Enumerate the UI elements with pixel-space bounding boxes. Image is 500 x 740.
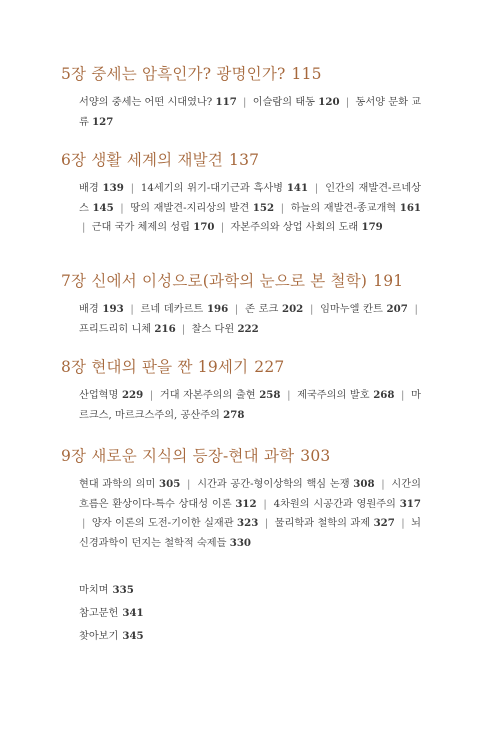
section-page-number: 145 (92, 201, 114, 214)
section-page-number: 196 (206, 303, 229, 315)
section-title: 하늘의 재발견-종교개혁 (290, 202, 397, 214)
chapter-title-text: 7장 신에서 이성으로(과학의 눈으로 본 철학) (61, 272, 368, 290)
section-title: 프리드리히 니체 (79, 323, 152, 335)
section-separator: | (130, 183, 135, 194)
section-page-number: 207 (386, 303, 408, 315)
section-separator: | (401, 390, 405, 401)
chapter-page-number: 137 (229, 151, 260, 169)
section-separator: | (280, 202, 285, 214)
section-separator: | (345, 97, 350, 108)
chapter-title (61, 446, 421, 466)
section-separator: | (263, 498, 267, 510)
section-title: 동서양 문화 교류 (79, 97, 422, 128)
section-page-number: 312 (235, 497, 257, 510)
chapter-title (61, 64, 421, 84)
section-list (79, 179, 421, 238)
chapter-title-text: 6장 생활 세계의 재발견 (61, 151, 224, 169)
section-separator: | (287, 390, 291, 401)
end-item-index: 찾아보기 345 (79, 630, 144, 642)
section-title: 땅의 재발견-지리상의 발견 (130, 202, 250, 214)
section-page-number: 216 (154, 322, 176, 335)
section-page-number: 278 (223, 408, 245, 421)
section-title: 제국주의의 발호 (297, 390, 370, 401)
section-separator: | (130, 304, 134, 315)
section-title: 배경 (79, 183, 99, 194)
section-separator: | (181, 323, 186, 335)
section-list (79, 93, 421, 132)
chapter-title (61, 150, 421, 170)
section-page-number: 152 (252, 201, 275, 214)
section-title: 양자 이론의 도전-기이한 실재관 (91, 518, 234, 529)
section-separator: | (309, 304, 314, 315)
section-page-number: 268 (373, 389, 395, 401)
section-page-number: 139 (102, 182, 124, 194)
section-separator: | (120, 202, 124, 214)
section-title: 거대 자본주의의 출현 (159, 390, 256, 401)
section-separator: | (381, 479, 385, 490)
section-title: 인간의 재발견-르네상스 (79, 183, 422, 214)
section-title: 14세기의 위기-대기근과 흑사병 (140, 183, 283, 194)
section-title: 이슬람의 태동 (252, 97, 316, 108)
section-page-number: 117 (215, 96, 237, 108)
section-page-number: 127 (92, 115, 114, 128)
section-page-number: 229 (121, 389, 144, 401)
section-list (79, 300, 421, 339)
chapter-9 (61, 446, 421, 553)
section-title: 임마누엘 칸트 (320, 304, 383, 315)
section-page-number: 317 (399, 497, 421, 510)
section-separator: | (82, 222, 86, 233)
section-separator: | (414, 304, 418, 315)
end-item-references: 참고문헌 341 (79, 607, 144, 619)
section-page-number: 258 (259, 389, 281, 401)
section-separator: | (314, 183, 319, 194)
chapter-page-number: 303 (300, 447, 331, 465)
section-title: 시간과 공간-형이상학의 핵심 논쟁 (197, 479, 350, 490)
section-page-number: 170 (193, 221, 215, 233)
section-page-number: 179 (361, 221, 383, 233)
chapter-title (61, 271, 421, 291)
section-separator: | (149, 390, 154, 401)
section-title: 시간의 흐름은 환상이다-특수 상대성 이론 (79, 479, 421, 510)
section-separator: | (234, 304, 239, 315)
section-title: 찰스 다윈 (191, 323, 235, 335)
section-page-number: 327 (373, 517, 395, 529)
section-list (79, 386, 421, 425)
section-page-number: 120 (318, 96, 340, 108)
section-page-number: 323 (237, 517, 259, 529)
section-title: 산업혁명 (79, 390, 119, 401)
chapter-6 (61, 150, 421, 238)
section-separator: | (264, 518, 269, 529)
chapter-title (61, 357, 421, 377)
section-title: 배경 (79, 304, 99, 315)
section-title: 자본주의와 상업 사회의 도래 (230, 222, 359, 233)
chapter-page-number: 115 (291, 65, 322, 83)
section-separator: | (220, 222, 225, 233)
section-title: 근대 국가 체제의 성립 (91, 222, 190, 233)
section-separator: | (401, 518, 405, 529)
chapter-7 (61, 271, 421, 339)
section-title: 4차원의 시공간과 영원주의 (273, 498, 396, 510)
section-separator: | (243, 97, 247, 108)
section-page-number: 330 (229, 536, 252, 549)
section-page-number: 141 (286, 182, 309, 194)
section-title: 마르크스, 마르크스주의, 공산주의 (79, 390, 421, 421)
section-page-number: 305 (159, 478, 181, 490)
chapter-page-number: 227 (254, 358, 285, 376)
section-separator: | (187, 479, 191, 490)
chapter-title-text: 9장 새로운 지식의 등장-현대 과학 (61, 447, 295, 465)
chapter-8 (61, 357, 421, 425)
chapter-page-number: 191 (373, 272, 404, 290)
section-page-number: 161 (399, 201, 421, 214)
section-page-number: 222 (237, 322, 259, 335)
section-page-number: 202 (281, 303, 304, 315)
chapter-5 (61, 64, 421, 132)
section-page-number: 193 (102, 303, 124, 315)
section-page-number: 308 (353, 478, 375, 490)
section-title: 르네 데카르트 (140, 304, 204, 315)
chapter-title-text: 8장 현대의 판을 짠 19세기 (61, 358, 249, 376)
section-title: 물리학과 철학의 과제 (274, 518, 371, 529)
section-title: 현대 과학의 의미 (79, 479, 156, 490)
section-title: 존 로크 (245, 304, 279, 315)
section-title: 서양의 중세는 어떤 시대였나? (79, 97, 213, 108)
section-list (79, 475, 421, 553)
section-title: 뇌신경과학이 던지는 철학적 숙제들 (79, 518, 422, 549)
section-separator: | (82, 518, 86, 529)
end-item-afterword: 마치며 335 (79, 584, 134, 596)
chapter-title-text: 5장 중세는 암흑인가? 광명인가? (61, 65, 286, 83)
